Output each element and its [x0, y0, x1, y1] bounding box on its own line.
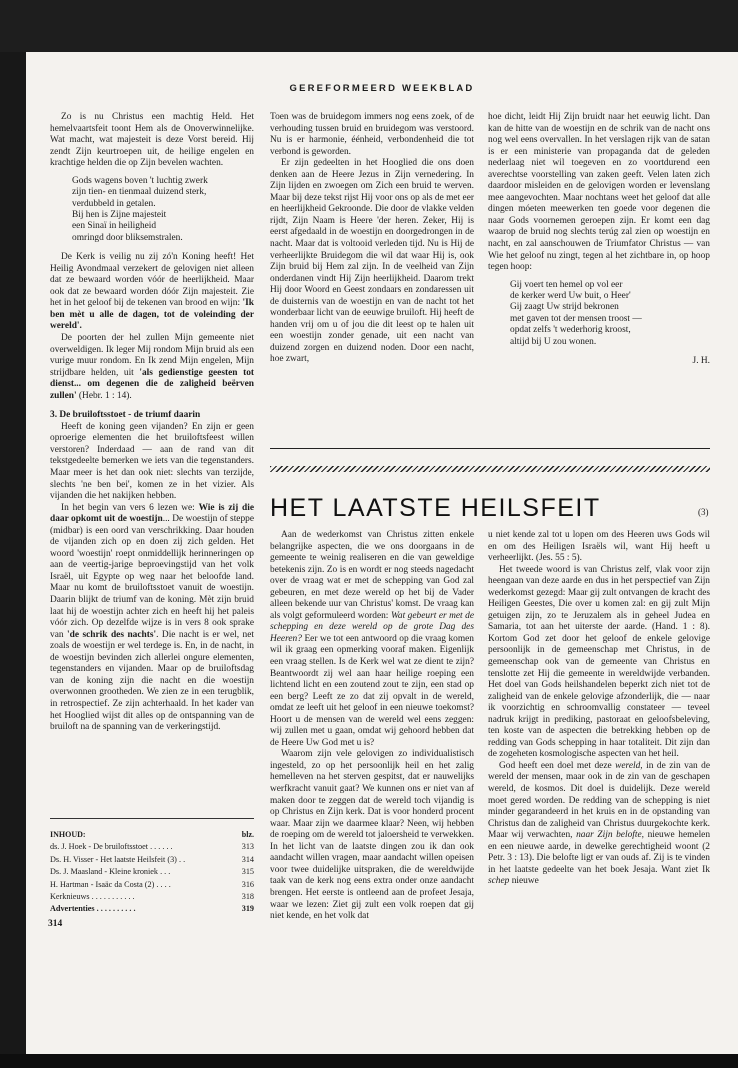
page-number: 314 [48, 919, 63, 929]
paragraph: God heeft een doel met deze wereld, in de zin van de wereld der mensen, maar ook in de zin van de geschapen wereld, de kosmos. Dit doel is duidelijk. Deze wereld moet gered worden. De redding van de schepping is niet minder gegarandeerd in het kruis en in de opstanding van Christus dan de zaligheid van Christus duurgekochte kerk. Maar wij verwachten, naar Zijn belofte, nieuwe hemelen en een nieuwe aarde, in dewelke gerechtigheid woont (2 Petr. 3 : 13). Die belofte ligt er van ouds af. Zij is te vinden in het laatste gedeelte van het boek Jesaja. Want ziet Ik schep nieuwe [488, 760, 710, 887]
scan-top-border [0, 0, 738, 52]
column-2-upper [270, 112, 474, 438]
poem-2: Gij voert ten hemel op vol eer de kerker werd Uw buit, o Heer' Gij zaagt Uw strijd bekronen met gaven tot der mensen troost — opdat zelfs 't wederhorig kroost, altijd bij U zou wonen. [510, 279, 642, 347]
toc-entry: Advertenties . . . . . . . . . . 319 [50, 904, 254, 914]
article-part-number: (3) [698, 507, 709, 517]
paragraph: u niet kende zal tot u lopen om des Heeren uws Gods wil en om des Heiligen Israëls wil, want Hij heeft u verheerlijkt. (Jes. 55 : 5). [488, 530, 710, 564]
toc-header: INHOUD: blz. [50, 830, 254, 839]
paragraph: De Kerk is veilig nu zij zó'n Koning heeft! Het Heilig Avondmaal verzekert de gelovigen niet alleen dat ze bewaard worden vóór de heerlijkheid. Maar ook dat ze bewaard worden dóór Zijn majesteit. Zie het in het geloof bij de tekenen van brood en wijn: 'Ik ben mèt u alle de dagen, tot de voleinding der wereld'. [50, 252, 254, 332]
scan-bottom-border [0, 1054, 738, 1068]
decorative-divider [270, 466, 710, 472]
paragraph: Heeft de koning geen vijanden? En zijn er geen oproerige elementen die het bruiloftsfeest willen verstoren? Inderdaad — aan de rand van dit tekstgedeelte bemerken we iets van die tegenstanders. Maar meer is het dan ook niet: slechts van terzijde, slechts 'ne ben bei', komen ze in het vizier. Als vijanden die het nakijken hebben. [50, 421, 254, 502]
column-2-lower [270, 530, 474, 1045]
section-heading: 3. De bruiloftsstoet - de triumf daarin [50, 410, 201, 421]
paragraph: hoe dicht, leidt Hij Zijn bruidt naar het eeuwig licht. Dan kan de hitte van de woestijn en de schrik van de nacht ons nog wel eens overvallen. In het verslagen rijk van de satan is er een ministerie van propaganda dat de geleden nederlaag niet wil toegeven en zo voortdurend een averechtse voorstelling van zaken geeft. Velen laten zich daardoor misleiden en de gelovigen worden er levenslang mee aangevochten. Maar nochtans weet het geloof dat alle dingen móeten meewerken ten goede voor degenen die naar Gods voornemen geroepen zijn. Er komt een dag waarop de bruid nog slechts terúg zal zien op woestijn en nacht, en zal aanschouwen de Triumfator Christus — van Wie het geloof nu zingt, tegen al het zichtbare in, op hoop tegen hoop: [488, 112, 710, 273]
paragraph: In het begin van vers 6 lezen we: Wie is zij die daar opkomt uit de woestijn... De woestijn of steppe (midbar) is een oord van verschrikking. Daar houden de vijanden zich op en doen zij zich gelden. Het woord 'woestijn' roept onmiddellijk herinneringen op aan de veertig-jarige beproevingstijd van het volk Israël, uit Egypte op weg naar het beloofde land. Maar nu komt de bruiloftsstoet vanuit de woestijn. Daarin blijkt de triumf van de koning. Mèt zijn bruid laat hij de woestijn achter zich en heeft hij het paleis vóór zich. Op dezelfde wijze is in vers 8 ook sprake van 'de schrik des nachts'. Die nacht is er wel, net zoals de woestijn er wel terdege is. En, in de nacht, in de woestijn bevinden zich allerlei ongure elementen, tegenstanders en vijanden. Maar op de bruiloftsdag van de koning zijn die nacht en die woestijn overwonnen grootheden. We zien ze in een terugblik, in retrospectief. Ze zijn achterhaald. In het kader van het Hooglied wijst dit alles op de ontspanning van de bruiloft na de spanning van de verkeringstijd. [50, 502, 254, 733]
paragraph: Toen was de bruidegom immers nog eens zoek, of de verhouding tussen bruid en bruidegom was verstoord. Nu is er harmonie, éénheid, verbondenheid die tot verbond is geworden. [270, 112, 474, 157]
article-title: HET LAATSTE HEILSFEIT [270, 494, 601, 522]
paragraph: De poorten der hel zullen Mijn gemeente niet overweldigen. Ik leger Mij rondom Mijn bruid als een vurige muur rondom. En Ik zend Mijn engelen, Mijn strijdbare helden, uit 'als gedienstige geesten tot dienst... om degenen die de zaligheid beërven zullen' (Hebr. 1 : 14). [50, 333, 254, 401]
paragraph: Het tweede woord is van Christus zelf, vlak voor zijn heengaan van deze aarde en dus in het perspectief van Zijn wederkomst gezegd: Maar gij zult ontvangen de kracht des Heiligen Geestes, Die over u komen zal: en gij zult Mijn getuigen zijn, zo te Jeruzalem als in geheel Judea en Samaria, tot aan het uiterste der aarde. (Hand. 1 : 8). Kortom God zet door het geloof de enkele gelovige persoonlijk in de gemeenschap met Christus, in de gemeenschap ook van de gemeente van Christus en tenslotte zet Hij die gemeente in wereldwijde verbanden. Het doel van Gods heilshandelen beperkt zich niet tot de zaligheid van de enkele gelovige afzonderlijk, die — naar ik voorzichtig en schroomvallig constateer — teveel nadruk krijgt in prediking, pastoraat en geloofsbeleving, ten koste van de aspecten die betrekking hebben op de redding van Gods schepping in haar totaliteit. Dit zijn dan de zogeheten kosmologische aspecten van het heil. [488, 564, 710, 760]
paragraph: Aan de wederkomst van Christus zitten enkele belangrijke aspecten, die we ons doorgaans in de gemeente te weinig realiseren en die van geweldige betekenis zijn. Zo is en wordt er nog steeds nagedacht over de vraag wat er met de schepping van God zal gebeuren, en met deze wereld op het bij de Vader alleen bekende uur van Christus' komst. De vraag kan als volgt geformuleerd worden: Wat gebeurt er met de schepping en deze wereld op de grote Dag des Heeren? Eer we tot een antwoord op die vraag komen wil ik graag een opmerking vooraf maken. Eigenlijk een vraag stellen. Is de Kerk wel wat ze dient te zijn? Beantwoordt zij wel aan haar heilige roeping een lichtend licht en een zoutend zout te zijn, een stad op een berg? Leeft ze zo dat zij opvalt in de wereld, omdat ze leeft uit het geloof in een nieuwe toekomst? Hoort u de mensen van de wereld wel eens zeggen: wij zullen met u gaan, omdat wij gehoord hebben dat de Heere Uw God met u is? [270, 530, 474, 748]
scan-left-border [0, 52, 26, 1068]
divider [50, 818, 254, 819]
toc-entry: H. Hartman - Isaäc da Costa (2) . . . . 316 [50, 879, 254, 889]
toc-entry: ds. J. Hoek - De bruiloftsstoet . . . . . . 313 [50, 842, 254, 852]
toc-entry: Ds. H. Visser - Het laatste Heilsfeit (3) . . 314 [50, 854, 254, 864]
toc-entry: Kerknieuws . . . . . . . . . . . 318 [50, 892, 254, 902]
table-of-contents [50, 818, 254, 916]
author-signature: J. H. [692, 356, 710, 367]
divider [270, 448, 710, 449]
column-1 [50, 112, 254, 857]
running-header: GEREFORMEERD WEEKBLAD [289, 83, 475, 94]
toc-entry: Ds. J. Maasland - Kleine kroniek . . . 315 [50, 867, 254, 877]
column-3-upper [488, 112, 710, 438]
paragraph: Er zijn gedeelten in het Hooglied die ons doen denken aan de Heere Jezus in Zijn vernedering. In Zijn lijden en zwoegen om Zich een bruid te werven. Maar bij deze tekst rijst Hij voor ons op als de met eer en heerlijkheid Gekroonde. Die door de vlakke velden rijdt, Zijn Naam is Heere 'der heren. Zeker, Hij is eerst afgedaald in de woestijn en doorgedrongen in de nacht. Maar dat is voltooid verleden tijd. Nu is Hij de verheerlijkte Bruidegom die wil dat waar Hij is, ook Zijn bruid bij Hem zal zijn. In de veelheid van Zijn onderdanen vindt Hij Zijn heerlijkheid. Daarom trekt Hij door Woord en Geest zondaars en zondaressen uit de duisternis van de woestijn en van de nacht tot het wonderbaar licht van de eeuwige bruiloft. Hij heeft de handen vrij om u of jou die dit leest op te halen uit een woestijn zonder genade, uit een nacht van duizend zorgen en duizend noden. Door een nacht, hoe zwart, [270, 158, 474, 365]
magazine-page [26, 52, 738, 1062]
paragraph: Waarom zijn vele gelovigen zo individualistisch ingesteld, zo op het persoonlijk heil en het zalig hemelleven na het sterven gespitst, dat er nauwelijks werfkracht vanuit gaat? We kunnen ons er niet van af maken door te zeggen dat de wereld toch vijandig is op Christus en Zijn kerk. Dat is voor honderd procent waar. Maar zijn we daarmee klaar? Neen, wij hebben de roeping om de wereld tot jaloersheid te verwekken. In het licht van de laatste dingen zou ik dan ook aandacht willen vragen, maar aandacht willen opeisen voor twee duidelijke uitspraken, die de wereldwijde taak van de kerk nog eens extra onder onze aandacht brengen. Het eerste is ontleend aan de profeet Jesaja, waar we lezen: Ziet gij zult een volk roepen dat gij niet kende, en het volk dat [270, 749, 474, 922]
column-3-lower [488, 530, 710, 1045]
poem-1: Gods wagens boven 't luchtig zwerk zijn tien- en tienmaal duizend sterk, verdubbeld in getalen. Bij hen is Zijne majesteit een Sinaï in heiligheid omringd door bliksemstralen. [72, 175, 208, 243]
paragraph: Zo is nu Christus een machtig Held. Het hemelvaartsfeit toont Hem als de Onoverwinnelijke. Wat macht, wat majesteit is deze Vorst bereid. Hij zendt Zijn keurtroepen uit, de heilige engelen en krachtige helden die op Zijn bevelen wachten. [50, 112, 254, 169]
